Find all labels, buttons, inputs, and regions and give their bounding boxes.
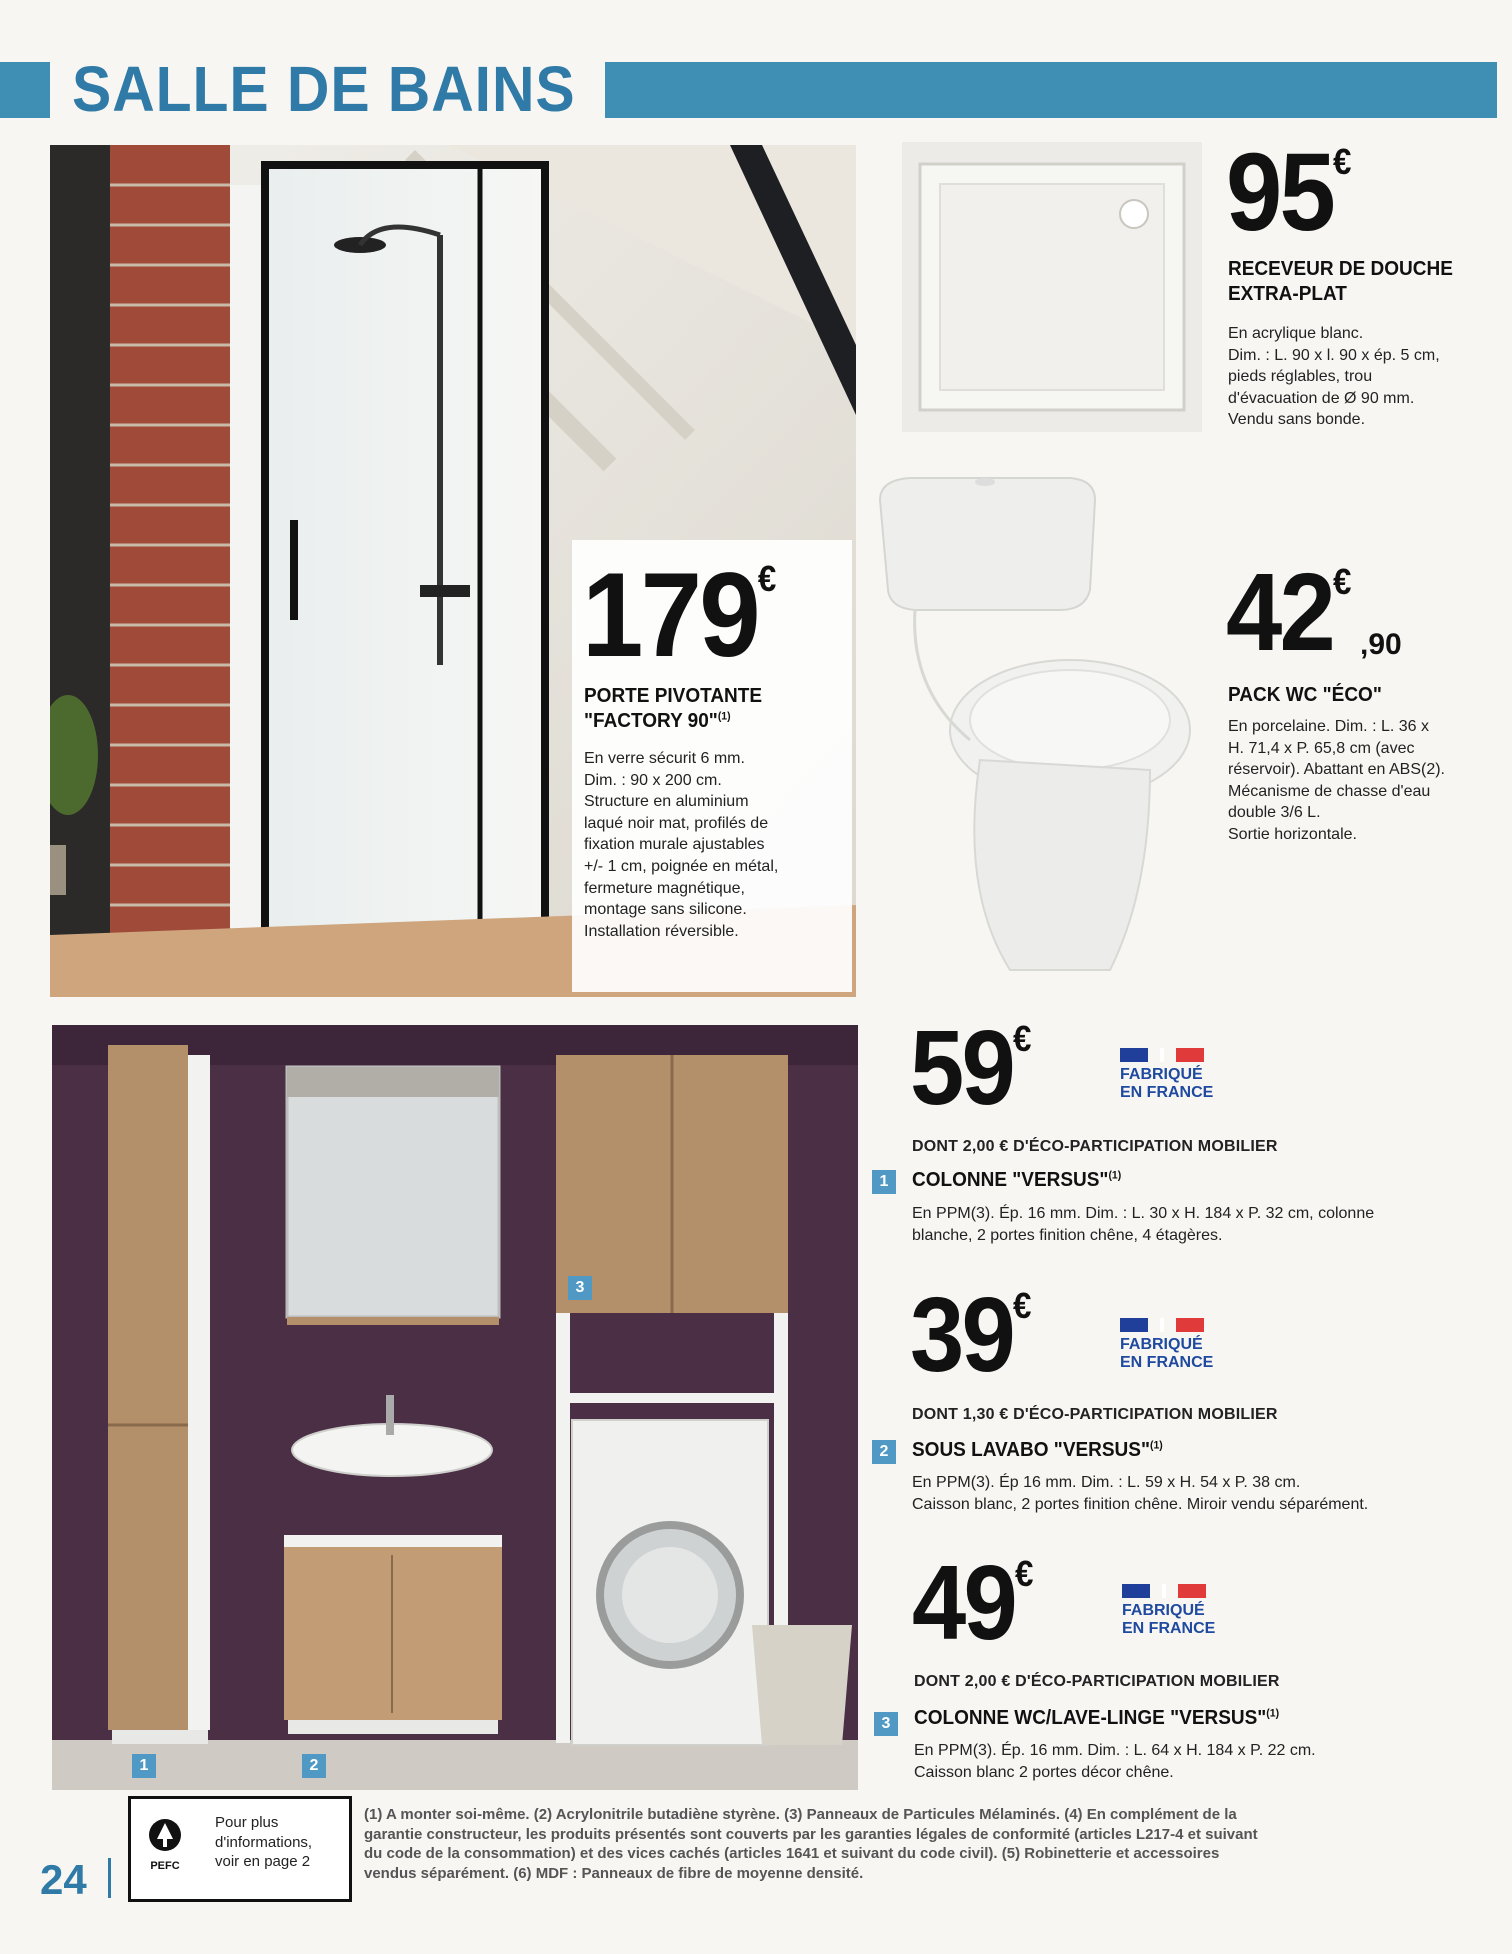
receveur-title-line2: EXTRA-PLAT <box>1228 283 1347 305</box>
photo-badge-2: 2 <box>302 1754 326 1778</box>
colonne-wc-title-text: COLONNE WC/LAVE-LINGE "VERSUS" <box>914 1707 1267 1729</box>
porte-title-sup: (1) <box>717 710 731 723</box>
wc-desc-line: En porcelaine. Dim. : L. 36 x <box>1228 718 1429 735</box>
footnote-line: garantie constructeur, les produits présentés sont couverts par les garanties légales de conformité (articles L217-4 et suivant <box>364 1825 1258 1843</box>
colonne-wc-title-sup: (1) <box>1266 1707 1280 1720</box>
wc-price-cents: ,90 <box>1360 628 1402 661</box>
sous-lavabo-price <box>910 1276 1029 1394</box>
colonne-title <box>912 1168 1121 1193</box>
colonne-desc <box>912 1203 1502 1246</box>
colonne-wc-price-int: 49 <box>912 1544 1015 1662</box>
flag-text: EN FRANCE <box>1120 1353 1214 1371</box>
sous-lavabo-title-sup: (1) <box>1149 1439 1163 1452</box>
wc-desc-line: Mécanisme de chasse d'eau <box>1228 782 1431 800</box>
porte-desc-line: laqué noir mat, profilés de <box>584 814 769 832</box>
porte-desc-line: Dim. : 90 x 200 cm. <box>584 771 722 789</box>
wc-photo <box>870 470 1220 990</box>
footnote-line: vendus séparément. (6) MDF : Panneaux de fibre de moyenne densité. <box>364 1864 864 1882</box>
receveur-desc-line: Dim. : L. 90 x l. 90 x ép. 5 cm, <box>1228 346 1440 364</box>
colonne-title-text: COLONNE "VERSUS" <box>912 1169 1109 1191</box>
footnote-line: du code de la consommation) et des vices cachés (articles 1641 et suivant du code civil). (5) Robinetterie et accessoires <box>364 1845 1220 1862</box>
colonne-desc-line: En PPM(3). Ép. 16 mm. Dim. : L. 30 x H. 184 x P. 32 cm, colonne <box>912 1205 1375 1222</box>
page-number-divider <box>108 1858 111 1898</box>
header-bar-left <box>0 62 50 118</box>
colonne-wc-desc-line: En PPM(3). Ép. 16 mm. Dim. : L. 64 x H. 184 x P. 22 cm. <box>914 1742 1316 1759</box>
page-title: SALLE DE BAINS <box>72 53 576 125</box>
porte-desc-line: fixation murale ajustables <box>584 836 765 854</box>
wc-price <box>1226 551 1349 674</box>
receveur-currency: € <box>1333 141 1349 182</box>
sous-lavabo-price-int: 39 <box>910 1276 1013 1394</box>
porte-desc-line: fermeture magnétique, <box>584 879 745 897</box>
receveur-price <box>1226 131 1349 254</box>
bathroom-furniture-illustration <box>52 1025 858 1790</box>
wc-desc-line: réservoir). Abattant en ABS(2). <box>1228 761 1445 779</box>
porte-desc-line: Installation réversible. <box>584 922 739 940</box>
flag-text: FABRIQUÉ <box>1120 1066 1203 1083</box>
sous-lavabo-desc-line: En PPM(3). Ép 16 mm. Dim. : L. 59 x H. 54 x P. 38 cm. <box>912 1474 1301 1491</box>
colonne-wc-desc <box>914 1740 1504 1783</box>
receveur-desc-line: d'évacuation de Ø 90 mm. <box>1228 389 1415 407</box>
colonne-wc-desc-line: Caisson blanc 2 portes décor chêne. <box>914 1763 1174 1781</box>
colonne-price <box>910 1009 1029 1127</box>
wc-price-int: 42 <box>1226 551 1334 674</box>
wc-desc-line: Sortie horizontale. <box>1228 825 1357 843</box>
porte-currency: € <box>757 558 774 599</box>
footnotes <box>364 1805 1504 1883</box>
receveur-title-line1: RECEVEUR DE DOUCHE <box>1228 258 1453 280</box>
wc-desc-line: double 3/6 L. <box>1228 804 1321 822</box>
porte-price-int: 179 <box>582 548 758 682</box>
sous-lavabo-desc-line: Caisson blanc, 2 portes finition chêne. Miroir vendu séparément. <box>912 1495 1369 1513</box>
photo-badge-1: 1 <box>132 1754 156 1778</box>
colonne-wc-made-in-france <box>1122 1584 1222 1637</box>
wc-desc-line: H. 71,4 x P. 65,8 cm (avec <box>1228 739 1415 757</box>
pefc-tree-icon <box>145 1817 185 1853</box>
porte-price <box>582 548 774 682</box>
toilet-illustration <box>870 470 1220 990</box>
pefc-info: Pour plus d'informations, voir en page 2 <box>215 1814 313 1870</box>
sous-lavabo-currency: € <box>1012 1285 1029 1326</box>
porte-desc-line: montage sans silicone. <box>584 901 747 919</box>
porte-title-line1: PORTE PIVOTANTE <box>584 685 763 707</box>
receveur-price-int: 95 <box>1226 131 1334 254</box>
pefc-logo-text: PEFC <box>150 1860 180 1872</box>
header-bar-right <box>605 62 1497 118</box>
shower-tray-illustration <box>902 142 1202 432</box>
wc-desc <box>1228 716 1508 846</box>
receveur-title <box>1228 257 1453 307</box>
porte-desc-line: En verre sécurit 6 mm. <box>584 750 745 767</box>
colonne-currency: € <box>1012 1018 1029 1059</box>
sous-lavabo-desc <box>912 1472 1502 1515</box>
pefc-logo <box>143 1817 187 1872</box>
receveur-desc-line: En acrylique blanc. <box>1228 325 1364 342</box>
wc-title: PACK WC "ÉCO" <box>1228 684 1382 706</box>
porte-desc-line: +/- 1 cm, poignée en métal, <box>584 857 779 875</box>
flag-text: FABRIQUÉ <box>1120 1336 1203 1353</box>
colonne-eco: DONT 2,00 € D'ÉCO-PARTICIPATION MOBILIER <box>912 1138 1278 1155</box>
colonne-title-sup: (1) <box>1108 1169 1122 1182</box>
receveur-desc-line: Vendu sans bonde. <box>1228 411 1366 429</box>
porte-desc <box>584 748 844 942</box>
porte-title <box>584 684 762 734</box>
receveur-photo <box>902 142 1202 432</box>
photo-badge-3: 3 <box>568 1276 592 1300</box>
colonne-wc-price <box>912 1544 1031 1662</box>
sous-lavabo-made-in-france <box>1120 1318 1220 1371</box>
receveur-desc-line: pieds réglables, trou <box>1228 368 1373 386</box>
sous-lavabo-eco: DONT 1,30 € D'ÉCO-PARTICIPATION MOBILIER <box>912 1406 1278 1423</box>
porte-desc-line: Structure en aluminium <box>584 793 749 811</box>
colonne-wc-eco: DONT 2,00 € D'ÉCO-PARTICIPATION MOBILIER <box>914 1673 1280 1690</box>
colonne-wc-currency: € <box>1014 1553 1031 1594</box>
colonne-price-int: 59 <box>910 1009 1013 1127</box>
footnote-line: (1) A monter soi-même. (2) Acrylonitrile butadiène styrène. (3) Panneaux de Particules Mélaminés. (4) En complément de la <box>364 1806 1237 1823</box>
receveur-desc <box>1228 323 1498 431</box>
porte-title-line2: "FACTORY 90" <box>584 710 718 732</box>
colonne-desc-line: blanche, 2 portes finition chêne, 4 étagères. <box>912 1226 1223 1244</box>
flag-text: EN FRANCE <box>1120 1083 1214 1101</box>
pefc-box <box>128 1796 352 1902</box>
colonne-made-in-france <box>1120 1048 1220 1101</box>
colonne-wc-title <box>914 1706 1279 1731</box>
furniture-photo <box>52 1025 858 1790</box>
colonne-badge: 1 <box>872 1170 896 1194</box>
sous-lavabo-badge: 2 <box>872 1440 896 1464</box>
wc-currency: € <box>1333 561 1349 602</box>
sous-lavabo-title <box>912 1438 1163 1463</box>
sous-lavabo-title-text: SOUS LAVABO "VERSUS" <box>912 1439 1150 1461</box>
colonne-wc-badge: 3 <box>874 1712 898 1736</box>
flag-text: EN FRANCE <box>1122 1619 1216 1637</box>
page-number: 24 <box>40 1856 87 1903</box>
flag-text: FABRIQUÉ <box>1122 1602 1205 1619</box>
